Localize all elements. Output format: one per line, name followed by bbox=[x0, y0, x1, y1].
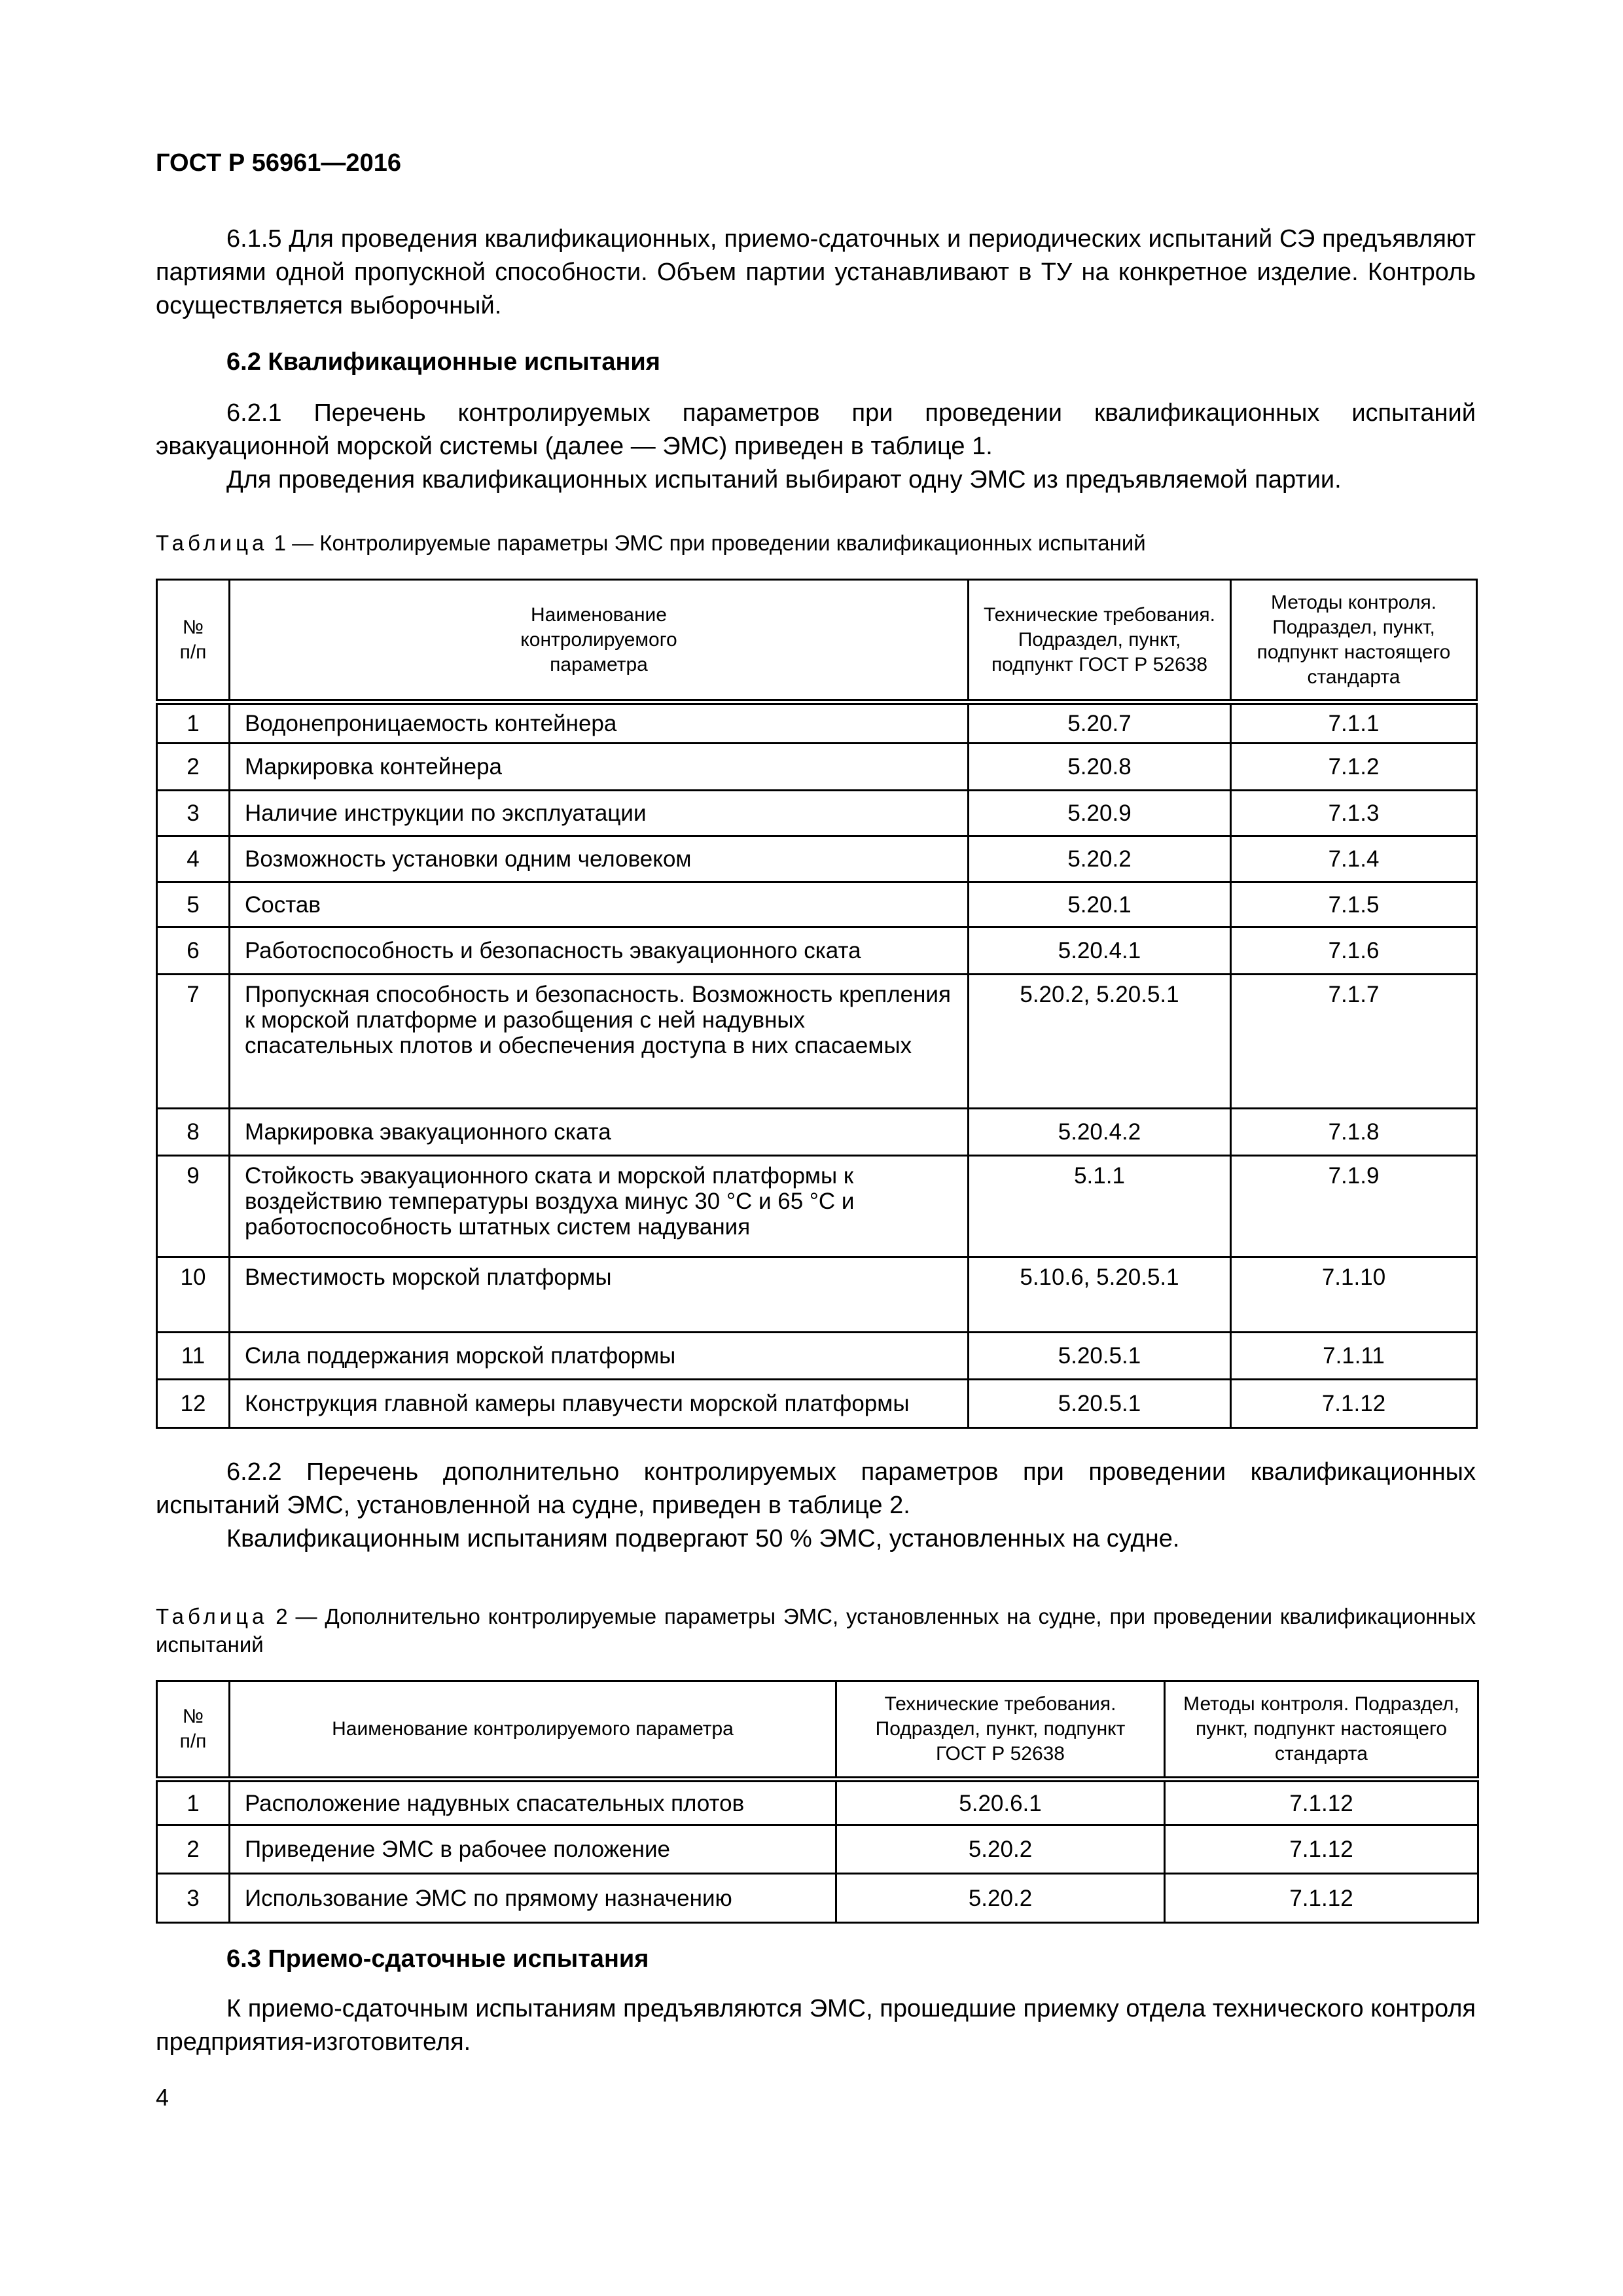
caption-text: 2 — Дополнительно контролируемые параметры ЭМС, установленных на судне, при проведении квалификационных испытаний bbox=[156, 1604, 1476, 1657]
row-number: 1 bbox=[157, 702, 230, 744]
table2-caption bbox=[156, 1602, 1476, 1659]
caption-word: Таблица bbox=[156, 1604, 268, 1628]
row-number: 1 bbox=[157, 1780, 230, 1825]
row-parameter: Маркировка эвакуационного ската bbox=[230, 1109, 969, 1156]
table-row bbox=[157, 791, 1477, 836]
row-requirement: 5.20.1 bbox=[969, 882, 1231, 927]
paragraph-6-2-1: 6.2.1 Перечень контролируемых параметров при проведении квалификационных испытаний эвакуационной морской системы (далее — ЭМС) приведен в таблице 1. bbox=[156, 399, 1476, 460]
caption-word: Таблица bbox=[156, 531, 268, 555]
row-method: 7.1.7 bbox=[1231, 975, 1477, 1109]
row-method: 7.1.12 bbox=[1165, 1780, 1478, 1825]
row-parameter: Конструкция главной камеры плавучести морской платформы bbox=[230, 1380, 969, 1428]
paragraph-6-1-5: 6.1.5 Для проведения квалификационных, приемо-сдаточных и периодических испытаний СЭ предъявляют партиями одной пропускной способности. Объем партии устанавливают в ТУ на конкретное изделие. Контроль осуществляется выборочный. bbox=[156, 225, 1476, 319]
row-number: 11 bbox=[157, 1333, 230, 1380]
row-number: 4 bbox=[157, 836, 230, 882]
row-number: 10 bbox=[157, 1257, 230, 1333]
table-row bbox=[157, 836, 1477, 882]
row-requirement: 5.1.1 bbox=[969, 1156, 1231, 1257]
row-parameter: Пропускная способность и безопасность. Возможность крепления к морской платформе и разобщения с ней надувных спасательных плотов и обеспечения доступа в них спасаемых bbox=[230, 975, 969, 1109]
row-parameter: Приведение ЭМС в рабочее положение bbox=[230, 1825, 836, 1874]
row-method: 7.1.12 bbox=[1165, 1874, 1478, 1923]
row-method: 7.1.10 bbox=[1231, 1257, 1477, 1333]
header-methods: Методы контроля. Подраздел, пункт, подпункт настоящего стандарта bbox=[1165, 1681, 1478, 1780]
table-row bbox=[157, 1380, 1477, 1428]
heading-6-2: 6.2 Квалификационные испытания bbox=[226, 348, 660, 376]
table-row bbox=[157, 927, 1477, 975]
row-parameter: Состав bbox=[230, 882, 969, 927]
paragraph-6-2-2: 6.2.2 Перечень дополнительно контролируемых параметров при проведении квалификационных испытаний ЭМС, установленной на судне, приведен в таблице 2. bbox=[156, 1458, 1476, 1519]
row-number: 12 bbox=[157, 1380, 230, 1428]
row-method: 7.1.2 bbox=[1231, 744, 1477, 791]
row-parameter: Наличие инструкции по эксплуатации bbox=[230, 791, 969, 836]
row-requirement: 5.20.2 bbox=[836, 1825, 1165, 1874]
row-parameter: Водонепроницаемость контейнера bbox=[230, 702, 969, 744]
heading-6-3: 6.3 Приемо-сдаточные испытания bbox=[226, 1945, 649, 1973]
table-header-row bbox=[157, 580, 1477, 702]
header-number: № п/п bbox=[157, 580, 230, 702]
row-method: 7.1.12 bbox=[1231, 1380, 1477, 1428]
table-row bbox=[157, 1109, 1477, 1156]
table-row bbox=[157, 975, 1477, 1109]
row-requirement: 5.20.8 bbox=[969, 744, 1231, 791]
row-number: 9 bbox=[157, 1156, 230, 1257]
header-requirements: Технические требования. Подраздел, пункт, подпункт ГОСТ Р 52638 bbox=[836, 1681, 1165, 1780]
row-number: 3 bbox=[157, 791, 230, 836]
row-parameter: Расположение надувных спасательных плотов bbox=[230, 1780, 836, 1825]
row-parameter: Вместимость морской платформы bbox=[230, 1257, 969, 1333]
row-parameter: Маркировка контейнера bbox=[230, 744, 969, 791]
row-requirement: 5.20.4.1 bbox=[969, 927, 1231, 975]
row-number: 6 bbox=[157, 927, 230, 975]
row-requirement: 5.10.6, 5.20.5.1 bbox=[969, 1257, 1231, 1333]
row-parameter: Стойкость эвакуационного ската и морской платформы к воздействию температуры воздуха минус 30 °С и 65 °С и работоспособность штатных систем надувания bbox=[230, 1156, 969, 1257]
paragraph-6-2-2-b: Квалификационным испытаниям подвергают 50 % ЭМС, установленных на судне. bbox=[226, 1525, 1180, 1552]
table-row bbox=[157, 882, 1477, 927]
row-requirement: 5.20.9 bbox=[969, 791, 1231, 836]
header-methods: Методы контроля. Подраздел, пункт, подпункт настоящего стандарта bbox=[1231, 580, 1477, 702]
table-row bbox=[157, 1333, 1477, 1380]
table-row bbox=[157, 1874, 1478, 1923]
header-parameter: Наименование контролируемого параметра bbox=[230, 580, 969, 702]
row-method: 7.1.3 bbox=[1231, 791, 1477, 836]
row-requirement: 5.20.5.1 bbox=[969, 1333, 1231, 1380]
row-method: 7.1.5 bbox=[1231, 882, 1477, 927]
row-method: 7.1.11 bbox=[1231, 1333, 1477, 1380]
row-requirement: 5.20.6.1 bbox=[836, 1780, 1165, 1825]
row-method: 7.1.9 bbox=[1231, 1156, 1477, 1257]
document-header: ГОСТ Р 56961—2016 bbox=[156, 149, 401, 177]
header-parameter: Наименование контролируемого параметра bbox=[230, 1681, 836, 1780]
row-requirement: 5.20.2 bbox=[836, 1874, 1165, 1923]
row-parameter: Работоспособность и безопасность эвакуационного ската bbox=[230, 927, 969, 975]
row-parameter: Возможность установки одним человеком bbox=[230, 836, 969, 882]
caption-text: 1 — Контролируемые параметры ЭМС при проведении квалификационных испытаний bbox=[274, 531, 1146, 555]
table-row bbox=[157, 702, 1477, 744]
row-parameter: Использование ЭМС по прямому назначению bbox=[230, 1874, 836, 1923]
row-requirement: 5.20.5.1 bbox=[969, 1380, 1231, 1428]
page-number: 4 bbox=[156, 2084, 169, 2111]
table-row bbox=[157, 1780, 1478, 1825]
row-requirement: 5.20.4.2 bbox=[969, 1109, 1231, 1156]
row-number: 2 bbox=[157, 744, 230, 791]
table-2 bbox=[156, 1680, 1479, 1924]
row-parameter: Сила поддержания морской платформы bbox=[230, 1333, 969, 1380]
table-row bbox=[157, 1257, 1477, 1333]
row-method: 7.1.6 bbox=[1231, 927, 1477, 975]
row-number: 3 bbox=[157, 1874, 230, 1923]
row-number: 2 bbox=[157, 1825, 230, 1874]
row-method: 7.1.12 bbox=[1165, 1825, 1478, 1874]
row-number: 8 bbox=[157, 1109, 230, 1156]
row-number: 7 bbox=[157, 975, 230, 1109]
table-row bbox=[157, 1156, 1477, 1257]
table1-caption bbox=[156, 529, 1476, 557]
paragraph-6-2-1-b: Для проведения квалификационных испытаний выбирают одну ЭМС из предъявляемой партии. bbox=[226, 466, 1342, 493]
header-number: № п/п bbox=[157, 1681, 230, 1780]
row-requirement: 5.20.2 bbox=[969, 836, 1231, 882]
row-number: 5 bbox=[157, 882, 230, 927]
table-row bbox=[157, 744, 1477, 791]
table-row bbox=[157, 1825, 1478, 1874]
header-requirements: Технические требования. Подраздел, пункт, подпункт ГОСТ Р 52638 bbox=[969, 580, 1231, 702]
paragraph-6-3: К приемо-сдаточным испытаниям предъявляются ЭМС, прошедшие приемку отдела технического контроля предприятия-изготовителя. bbox=[156, 1995, 1476, 2056]
row-method: 7.1.8 bbox=[1231, 1109, 1477, 1156]
table-1 bbox=[156, 579, 1478, 1429]
row-requirement: 5.20.7 bbox=[969, 702, 1231, 744]
row-method: 7.1.1 bbox=[1231, 702, 1477, 744]
row-method: 7.1.4 bbox=[1231, 836, 1477, 882]
row-requirement: 5.20.2, 5.20.5.1 bbox=[969, 975, 1231, 1109]
table-header-row bbox=[157, 1681, 1478, 1780]
